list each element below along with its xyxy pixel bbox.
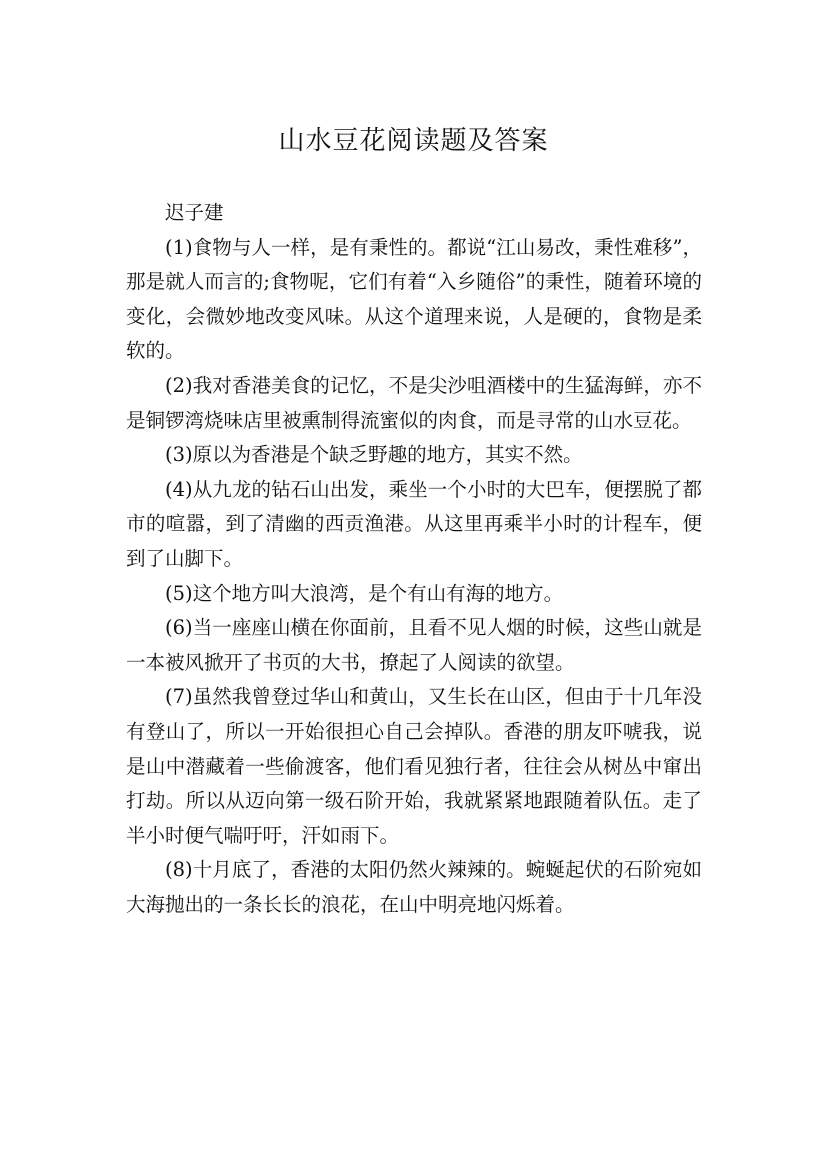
paragraph-1: (1)食物与人一样，是有秉性的。都说“江山易改，秉性难移”，那是就人而言的;食物呢，它们有着“入乡随俗”的秉性，随着环境的变化，会微妙地改变风味。从这个道理来说，人是硬的，食物是柔软的。 <box>126 235 702 363</box>
paragraph-2: (2)我对香港美食的记忆，不是尖沙咀酒楼中的生猛海鲜，亦不是铜锣湾烧味店里被熏制得流蜜似的肉食，而是寻常的山水豆花。 <box>126 373 702 432</box>
paragraph-5: (5)这个地方叫大浪湾，是个有山有海的地方。 <box>165 581 564 605</box>
document-title: 山水豆花阅读题及答案 <box>278 126 549 157</box>
paragraph-4: (4)从九龙的钻石山出发，乘坐一个小时的大巴车，便摆脱了都市的喧嚣，到了清幽的西贡渔港。从这里再乘半小时的计程车，便到了山脚下。 <box>126 477 702 570</box>
paragraph-6: (6)当一座座山横在你面前，且看不见人烟的时候，这些山就是一本被风掀开了书页的大书，撩起了人阅读的欲望。 <box>126 616 702 674</box>
paragraph-7: (7)虽然我曾登过华山和黄山，又生长在山区，但由于十几年没有登山了，所以一开始很担心自己会掉队。香港的朋友吓唬我，说是山中潜藏着一些偷渡客，他们看见独行者，往往会从树丛中窜出打劫。所以从迈向第一级石阶开始，我就紧紧地跟随着队伍。走了半小时便气喘吁吁，汗如雨下。 <box>126 685 702 847</box>
paragraph-8: (8)十月底了，香港的太阳仍然火辣辣的。蜿蜒起伏的石阶宛如大海抛出的一条长长的浪花，在山中明亮地闪烁着。 <box>126 858 702 916</box>
document-body <box>126 196 702 922</box>
paragraph-3: (3)原以为香港是个缺乏野趣的地方，其实不然。 <box>165 443 583 467</box>
author-name: 迟子建 <box>165 201 224 224</box>
